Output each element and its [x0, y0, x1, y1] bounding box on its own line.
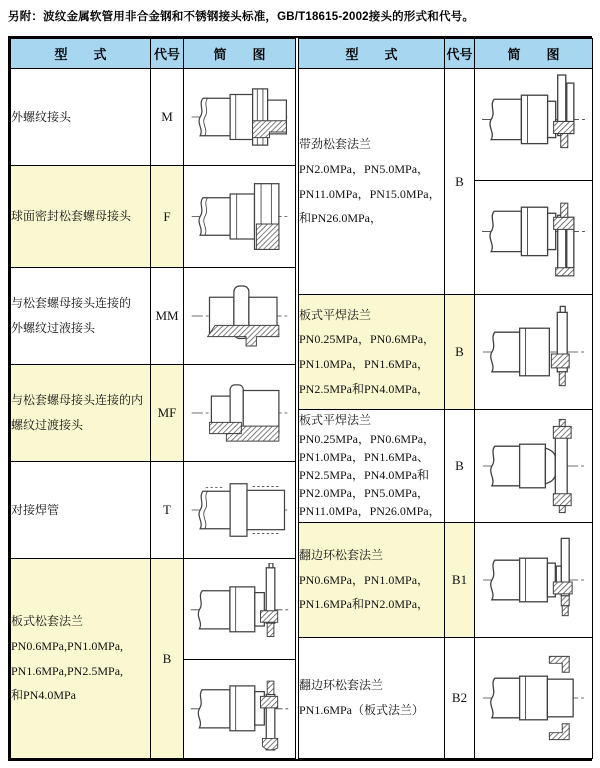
- col-header-type: 型 式: [11, 39, 151, 69]
- joint-type: 与松套螺母接头连接的内 螺纹过渡接头: [11, 365, 151, 462]
- neck-loose-flange-upper-diagram: [477, 71, 590, 168]
- plate-weld-flange-diagram: [478, 298, 589, 406]
- joint-code: MM: [151, 268, 184, 365]
- table-row: [11, 166, 296, 268]
- joint-code: MF: [151, 365, 184, 462]
- col-header-diagram: 简 图: [475, 39, 593, 69]
- joint-code: B1: [445, 523, 475, 638]
- male-thread-adapter-diagram: [187, 271, 292, 361]
- joint-diagram-cell: [184, 69, 296, 166]
- joint-type: 球面密封松套螺母接头: [11, 166, 151, 268]
- header-row: [11, 39, 296, 69]
- table-left-half: [10, 38, 296, 759]
- joint-code: M: [151, 69, 184, 166]
- female-thread-adapter-diagram: [187, 368, 292, 458]
- page-title: 另附：波纹金属软管用非合金钢和不锈钢接头标准，GB/T18615-2002接头的形式和代号。: [8, 11, 475, 23]
- table-row: [299, 295, 593, 410]
- diagram-sub-cell: [184, 659, 295, 756]
- joint-diagram-cell: [475, 69, 593, 295]
- joint-type: 板式平焊法兰 PN0.25MPa，PN0.6MPa， PN1.0MPa，PN1.6MPa， PN2.5MPa和PN4.0MPa，: [299, 295, 445, 410]
- table-row: [299, 410, 593, 523]
- spherical-seal-loose-nut-joint-diagram: [187, 169, 292, 264]
- col-header-type: 型 式: [299, 39, 445, 69]
- table-row: [11, 462, 296, 559]
- header-row: [299, 39, 593, 69]
- joint-type: 与松套螺母接头连接的 外螺纹过液接头: [11, 268, 151, 365]
- male-thread-joint-diagram: [187, 72, 292, 162]
- joint-diagram-cell: [184, 462, 296, 559]
- table-row: [11, 268, 296, 365]
- diagram-sub-cell: [475, 69, 592, 180]
- joint-code: B2: [445, 638, 475, 759]
- joint-type: 对接焊管: [11, 462, 151, 559]
- joint-type: 翻边环松套法兰 PN0.6MPa，PN1.0MPa， PN1.6MPa和PN2.0MPa，: [299, 523, 445, 638]
- joint-code: B: [445, 295, 475, 410]
- joint-code: B: [445, 69, 475, 295]
- table-row: [299, 523, 593, 638]
- joint-code: B: [445, 410, 475, 523]
- flanged-ring-plate-flange-diagram: [478, 641, 589, 755]
- joint-diagram-cell: [475, 523, 593, 638]
- table-row: [299, 638, 593, 759]
- neck-loose-flange-lower-diagram: [477, 183, 590, 280]
- joint-diagram-cell: [475, 638, 593, 759]
- joint-code: B: [151, 559, 184, 759]
- flanged-ring-loose-flange-diagram: [478, 526, 589, 634]
- joint-type: 翻边环松套法兰 PN1.6MPa（板式法兰）: [299, 638, 445, 759]
- joint-type: 带劲松套法兰 PN2.0MPa，PN5.0MPa， PN11.0MPa，PN15.0MPa， 和PN26.0MPa，: [299, 69, 445, 295]
- table-row: [11, 69, 296, 166]
- plate-weld-flange-symmetric-diagram: [478, 413, 589, 519]
- table-right-half: [298, 38, 593, 759]
- joint-diagram-cell: [475, 295, 593, 410]
- col-header-diagram: 简 图: [184, 39, 296, 69]
- joint-diagram-cell: [475, 410, 593, 523]
- col-header-code: 代号: [445, 39, 475, 69]
- table-row: [299, 69, 593, 295]
- joint-type: 板式松套法兰 PN0.6MPa,PN1.0MPa, PN1.6MPa,PN2.5MPa, 和PN4.0MPa: [11, 559, 151, 759]
- col-header-code: 代号: [151, 39, 184, 69]
- joint-code: F: [151, 166, 184, 268]
- diagram-sub-cell: [184, 561, 295, 659]
- fitting-type-table: [8, 36, 592, 761]
- joint-diagram-cell: [184, 559, 296, 759]
- table-row: [11, 365, 296, 462]
- plate-loose-flange-upper-diagram: [186, 563, 293, 655]
- table-row: [11, 559, 296, 759]
- diagram-sub-cell: [475, 180, 592, 294]
- joint-diagram-cell: [184, 268, 296, 365]
- joint-type: 板式平焊法兰 PN0.25MPa，PN0.6MPa， PN1.0MPa，PN1.6MPa、 PN2.5MPa，PN4.0MPa和 PN2.0MPa，PN5.0MPa， PN11.0MPa，PN26.0MPa，: [299, 410, 445, 523]
- plate-loose-flange-lower-diagram: [186, 662, 293, 754]
- joint-type: 外螺纹接头: [11, 69, 151, 166]
- joint-diagram-cell: [184, 166, 296, 268]
- joint-code: T: [151, 462, 184, 559]
- butt-weld-pipe-diagram: [187, 465, 292, 555]
- joint-diagram-cell: [184, 365, 296, 462]
